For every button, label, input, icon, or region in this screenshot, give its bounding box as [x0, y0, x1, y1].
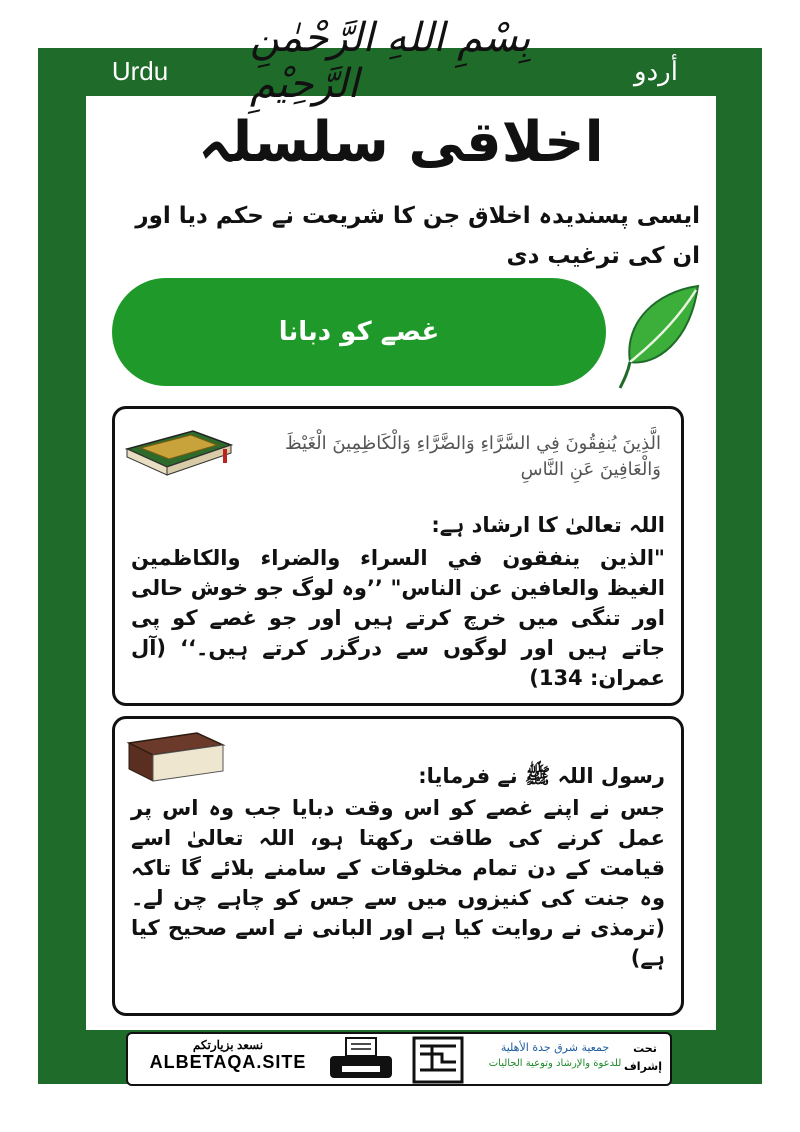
- quran-book-icon: [123, 423, 235, 479]
- hadith-heading: رسول اللہ ﷺ نے فرمایا:: [418, 764, 665, 788]
- printer-icon[interactable]: [324, 1036, 398, 1084]
- footer-bar: [126, 1032, 672, 1086]
- supervision-label: تحت إشراف: [624, 1042, 662, 1073]
- topic-label: غصے کو دبانا: [278, 317, 440, 347]
- association-name: جمعية شرق جدة الأهلية: [500, 1041, 610, 1054]
- association-subtitle: للدعوة والإرشاد وتوعية الجاليات: [488, 1058, 622, 1069]
- website-link[interactable]: ALBETAQA.SITE: [149, 1052, 307, 1072]
- topic-pill: [112, 278, 606, 386]
- hadith-book-icon: [123, 729, 227, 785]
- hadith-box: [112, 716, 684, 1016]
- hadith-body: جس نے اپنے غصے کو اس وقت دبایا جب وہ اس پر عمل کرنے کی طاقت رکھتا ہو، اللہ تعالیٰ اسے قیامت کے دن تمام مخلوقات کے سامنے بلائے گا تاکہ وہ جنت کی کنیزوں میں سے جس کو چاہے چن لے۔ (ترمذی نے روایت کیا ہے اور البانی نے اسے صحیح کیا ہے): [131, 796, 665, 970]
- quran-heading: اللہ تعالیٰ کا ارشاد ہے:: [431, 513, 665, 537]
- page-title: اخلاقی سلسلہ: [198, 110, 604, 175]
- language-tab-english: Urdu: [40, 48, 240, 94]
- quran-arabic-text: الَّذِينَ يُنفِقُونَ فِي السَّرَّاءِ وَالضَّرَّاءِ وَالْكَاظِمِينَ الْغَيْظَ وَالْعَافِينَ عَنِ النَّاسِ: [284, 433, 661, 480]
- footer-tagline: نسعد بزيارتكم: [192, 1038, 264, 1052]
- leaf-icon: [616, 282, 706, 392]
- quran-verse-box: [112, 406, 684, 706]
- language-tab-urdu: أردو: [556, 48, 756, 94]
- footer-website-block: [136, 1038, 320, 1073]
- quran-body: "الذين ينفقون في السراء والضراء والكاظمين الغيظ والعافين عن الناس" ’’وہ لوگ جو خوش حالی اور تنگی میں خرچ کرتے ہیں اور جو غصے کو پی جاتے ہیں اور لوگوں سے درگزر کرتے ہیں۔‘‘ (آل عمران: 134): [131, 546, 665, 690]
- basmala-calligraphy: بِسْمِ اللهِ الرَّحْمٰنِ الرَّحِيْمِ: [250, 15, 531, 107]
- association-logo: [480, 1040, 630, 1080]
- dawa-logo-icon: [410, 1034, 466, 1086]
- page-subtitle: ایسی پسندیدہ اخلاق جن کا شریعت نے حکم دیا اور ان کی ترغیب دی: [135, 203, 700, 269]
